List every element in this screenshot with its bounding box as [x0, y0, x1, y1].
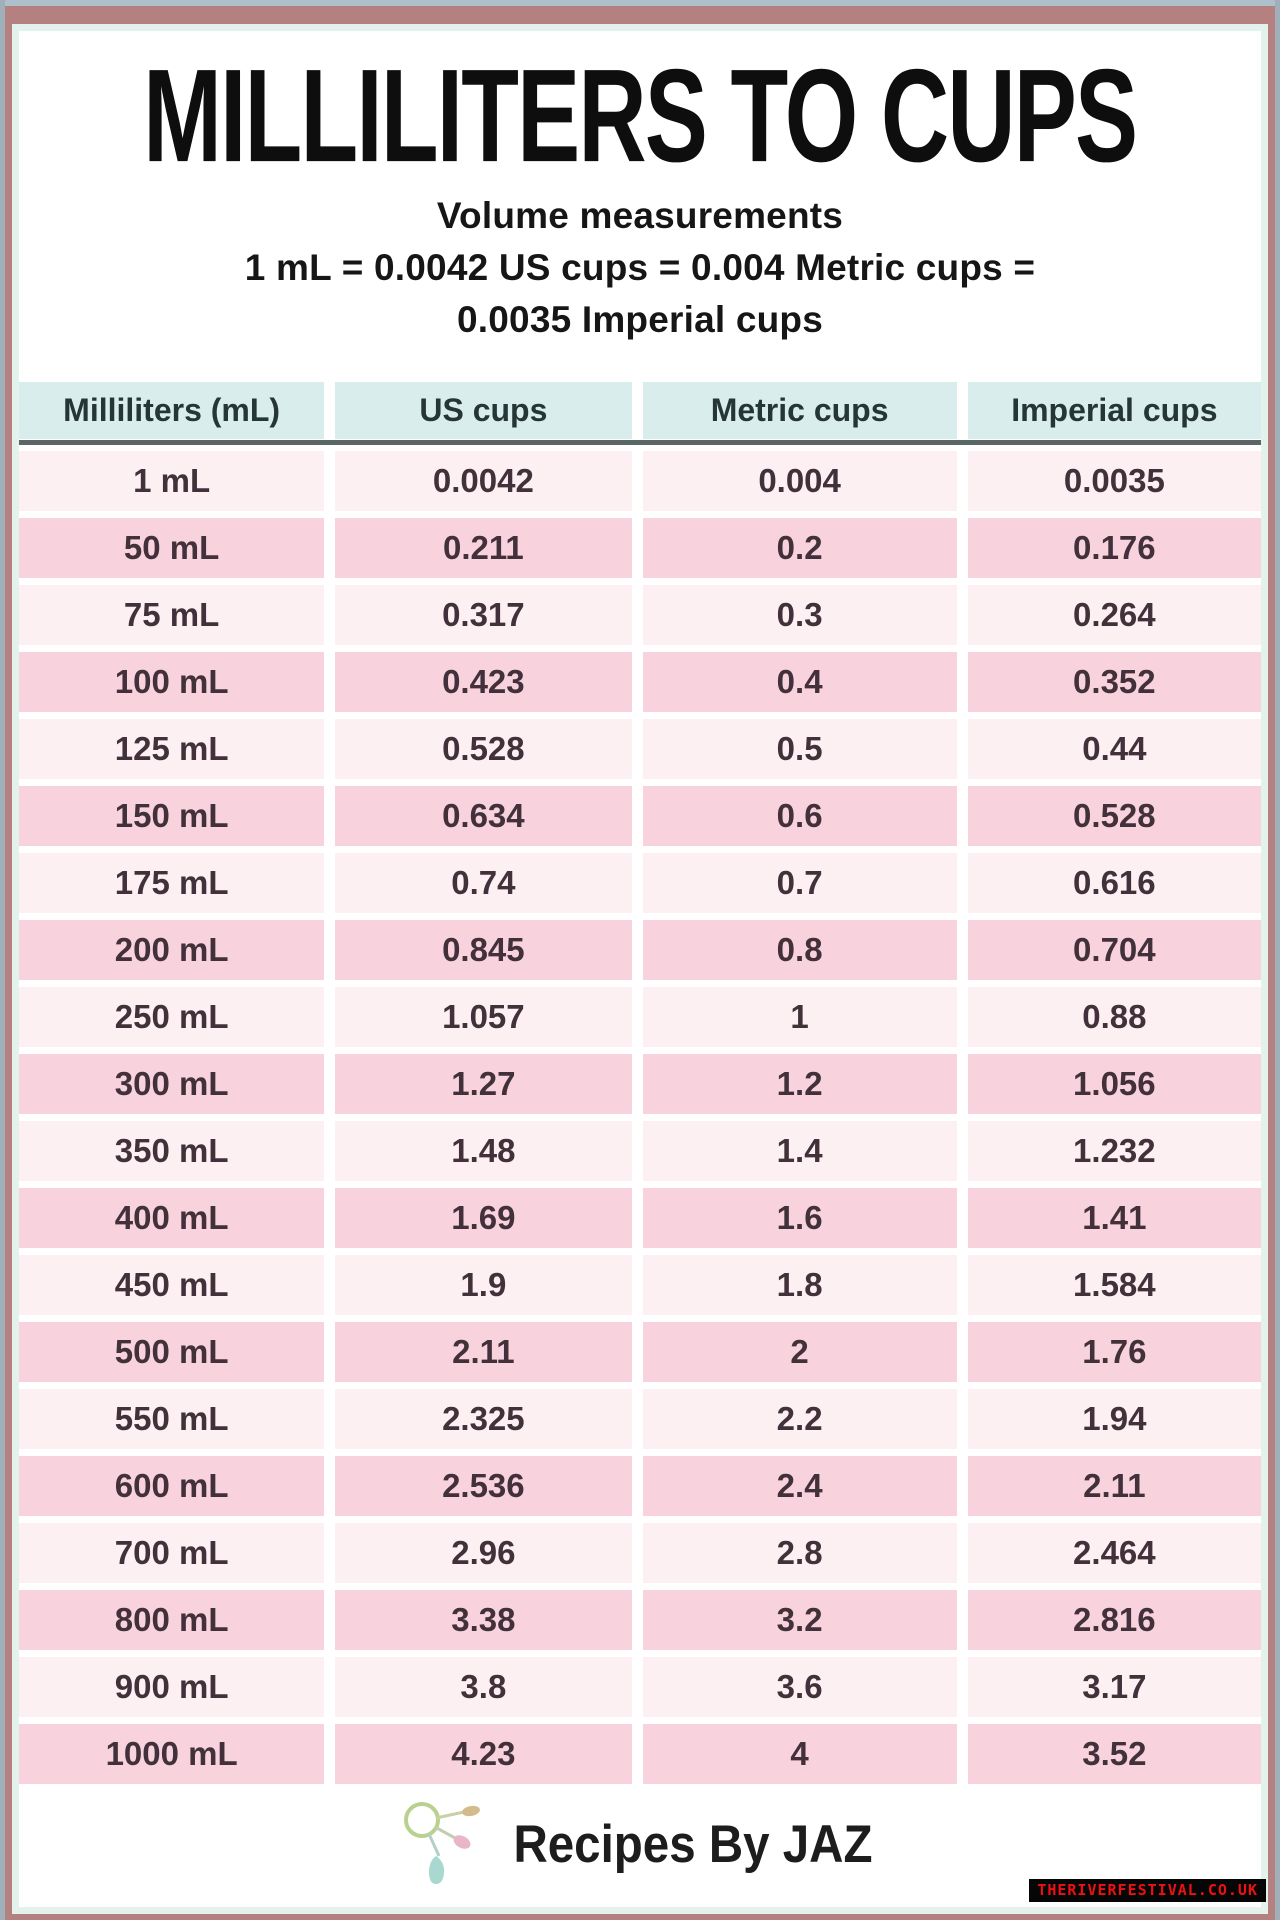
table-body — [19, 451, 1261, 1784]
table-cell: 75 mL — [19, 585, 324, 645]
table-cell: 50 mL — [19, 518, 324, 578]
table-cell: 2 — [643, 1322, 957, 1382]
table-cell: 2.11 — [335, 1322, 631, 1382]
table-cell: 300 mL — [19, 1054, 324, 1114]
table-row — [19, 1724, 1261, 1784]
table-cell: 1.6 — [643, 1188, 957, 1248]
table-row — [19, 786, 1261, 846]
table-row — [19, 1523, 1261, 1583]
table-cell: 4 — [643, 1724, 957, 1784]
measuring-spoons-icon — [398, 1798, 486, 1890]
table-cell: 0.0042 — [335, 451, 631, 511]
outer-edge-left — [0, 0, 5, 1920]
table-cell: 0.845 — [335, 920, 631, 980]
table-cell: 1.94 — [968, 1389, 1261, 1449]
table-cell: 0.0035 — [968, 451, 1261, 511]
table-cell: 3.6 — [643, 1657, 957, 1717]
subtitle-line: Volume measurements — [436, 195, 844, 236]
brand-name: Recipes By JAZ — [513, 1814, 873, 1874]
table-cell: 2.325 — [335, 1389, 631, 1449]
table-cell: 2.4 — [643, 1456, 957, 1516]
table-row — [19, 1456, 1261, 1516]
table-cell: 0.5 — [643, 719, 957, 779]
conversion-line-1: 1 mL = 0.0042 US cups = 0.004 Metric cups = — [244, 247, 1036, 288]
page-title: MILLILITERS TO CUPS — [143, 42, 1137, 190]
table-cell: 450 mL — [19, 1255, 324, 1315]
table-cell: 2.8 — [643, 1523, 957, 1583]
column-header-milliliters: Milliliters (mL) — [19, 382, 324, 439]
table-cell: 3.38 — [335, 1590, 631, 1650]
table-cell: 125 mL — [19, 719, 324, 779]
table-cell: 0.2 — [643, 518, 957, 578]
table-cell: 400 mL — [19, 1188, 324, 1248]
table-cell: 0.44 — [968, 719, 1261, 779]
table-header-row — [19, 382, 1261, 439]
table-row — [19, 1389, 1261, 1449]
table-cell: 1.27 — [335, 1054, 631, 1114]
title-wrap — [19, 42, 1261, 190]
header-divider — [19, 440, 1261, 445]
table-cell: 1.2 — [643, 1054, 957, 1114]
table-cell: 0.352 — [968, 652, 1261, 712]
table-cell: 0.317 — [335, 585, 631, 645]
table-cell: 1000 mL — [19, 1724, 324, 1784]
table-cell: 0.528 — [335, 719, 631, 779]
table-cell: 0.74 — [335, 853, 631, 913]
table-cell: 700 mL — [19, 1523, 324, 1583]
outer-edge-top — [0, 0, 1280, 6]
table-cell: 1.48 — [335, 1121, 631, 1181]
table-cell: 1.232 — [968, 1121, 1261, 1181]
table-cell: 1.584 — [968, 1255, 1261, 1315]
table-cell: 150 mL — [19, 786, 324, 846]
table-row — [19, 451, 1261, 511]
table-cell: 0.004 — [643, 451, 957, 511]
table-row — [19, 987, 1261, 1047]
table-cell: 600 mL — [19, 1456, 324, 1516]
table-cell: 0.528 — [968, 786, 1261, 846]
table-cell: 1.057 — [335, 987, 631, 1047]
table-cell: 900 mL — [19, 1657, 324, 1717]
conversion-line-2: 0.0035 Imperial cups — [457, 299, 823, 340]
content-card — [12, 24, 1268, 1914]
table-cell: 3.17 — [968, 1657, 1261, 1717]
table-row — [19, 1121, 1261, 1181]
table-row — [19, 652, 1261, 712]
table-cell: 350 mL — [19, 1121, 324, 1181]
column-header-imperial-cups: Imperial cups — [968, 382, 1261, 439]
table-row — [19, 1590, 1261, 1650]
table-row — [19, 719, 1261, 779]
watermark-url: THERIVERFESTIVAL.CO.UK — [1029, 1879, 1266, 1902]
table-cell: 3.52 — [968, 1724, 1261, 1784]
table-cell: 2.96 — [335, 1523, 631, 1583]
table-cell: 0.264 — [968, 585, 1261, 645]
table-cell: 2.816 — [968, 1590, 1261, 1650]
table-cell: 0.423 — [335, 652, 631, 712]
table-cell: 1.76 — [968, 1322, 1261, 1382]
table-cell: 0.634 — [335, 786, 631, 846]
column-header-us-cups: US cups — [335, 382, 631, 439]
table-cell: 2.2 — [643, 1389, 957, 1449]
table-cell: 0.8 — [643, 920, 957, 980]
conversion-table — [19, 382, 1261, 1784]
outer-edge-right — [1275, 0, 1280, 1920]
subtitle-block — [19, 190, 1261, 346]
table-row — [19, 920, 1261, 980]
table-cell: 0.7 — [643, 853, 957, 913]
table-cell: 1.8 — [643, 1255, 957, 1315]
table-cell: 0.616 — [968, 853, 1261, 913]
table-cell: 0.704 — [968, 920, 1261, 980]
table-row — [19, 1188, 1261, 1248]
table-cell: 200 mL — [19, 920, 324, 980]
table-cell: 1 — [643, 987, 957, 1047]
table-cell: 1.9 — [335, 1255, 631, 1315]
table-cell: 2.536 — [335, 1456, 631, 1516]
table-cell: 1.69 — [335, 1188, 631, 1248]
table-cell: 1.056 — [968, 1054, 1261, 1114]
table-cell: 1.41 — [968, 1188, 1261, 1248]
table-cell: 1.4 — [643, 1121, 957, 1181]
table-cell: 2.464 — [968, 1523, 1261, 1583]
table-cell: 0.88 — [968, 987, 1261, 1047]
table-row — [19, 1322, 1261, 1382]
table-cell: 0.211 — [335, 518, 631, 578]
table-row — [19, 518, 1261, 578]
table-row — [19, 585, 1261, 645]
table-cell: 0.3 — [643, 585, 957, 645]
table-cell: 0.176 — [968, 518, 1261, 578]
table-cell: 0.6 — [643, 786, 957, 846]
table-cell: 2.11 — [968, 1456, 1261, 1516]
table-cell: 0.4 — [643, 652, 957, 712]
column-header-metric-cups: Metric cups — [643, 382, 957, 439]
table-cell: 175 mL — [19, 853, 324, 913]
table-cell: 550 mL — [19, 1389, 324, 1449]
table-row — [19, 1657, 1261, 1717]
table-cell: 100 mL — [19, 652, 324, 712]
table-row — [19, 853, 1261, 913]
table-cell: 800 mL — [19, 1590, 324, 1650]
table-cell: 3.8 — [335, 1657, 631, 1717]
table-row — [19, 1255, 1261, 1315]
table-cell: 500 mL — [19, 1322, 324, 1382]
table-cell: 3.2 — [643, 1590, 957, 1650]
table-row — [19, 1054, 1261, 1114]
table-cell: 1 mL — [19, 451, 324, 511]
table-cell: 250 mL — [19, 987, 324, 1047]
table-cell: 4.23 — [335, 1724, 631, 1784]
